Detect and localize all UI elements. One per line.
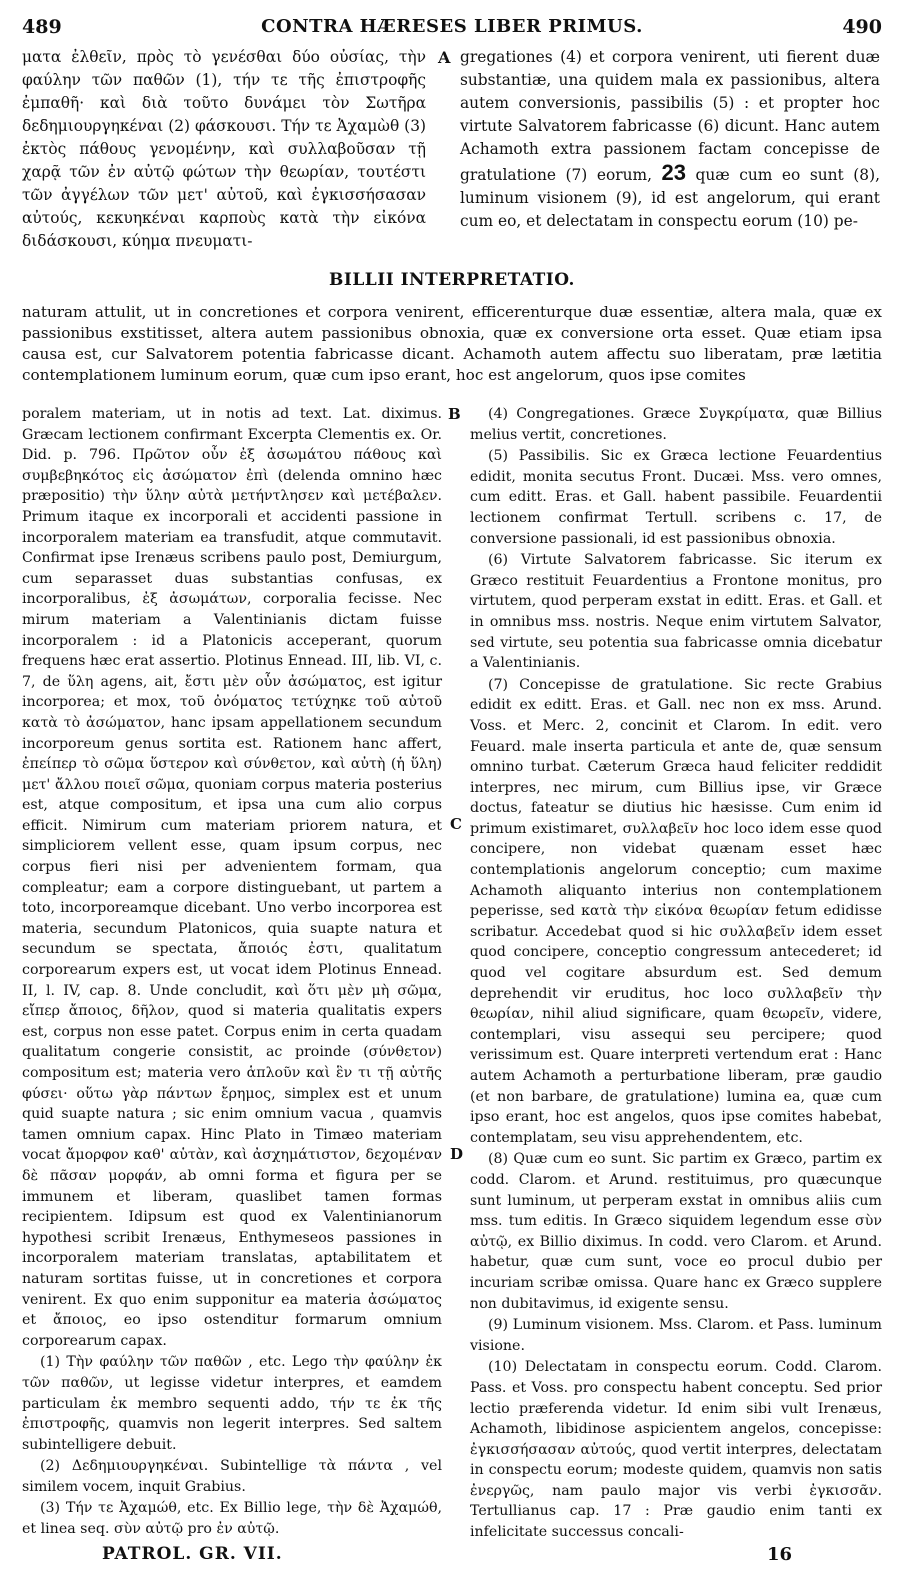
sheet-number: 16 [766, 1544, 792, 1565]
latin-text [460, 46, 880, 233]
latin-text-before: gregationes (4) et corpora venirent, uti fierent duæ substantiæ, una quidem mala ex passionibus, altera autem conversionis, passibilis (5) : et propter hoc virtute Salvatorem fabricasse (6) dicunt. Hanc autem Achamoth extra passionem factam concepisse de gratulatione (7) eorum, [460, 48, 880, 184]
page [22, 14, 882, 1570]
margin-letter-b: B [448, 405, 461, 423]
note-paragraph: (6) Virtute Salvatorem fabricasse. Sic iterum ex Græco restituit Feuardentius a Frontone monitus, pro virtutem, quod perperam exstat in editt. Eras. et Gall. et in omnibus mss. nostris. Neque enim virtutem Salvator, sed virtute, seu potentia sua fabricasse omnia dicebatur a Valentinianis. [470, 552, 882, 672]
note-paragraph: poralem materiam, ut in notis ad text. Lat. diximus. Græcam lectionem confirmant Excerpta Clementis ex. Or. Did. p. 796. Πρῶτον οὖν ἐξ ἀσωμάτου πάθους καὶ συμβεβηκότος εἰς ἀσώματον ἐπὶ (delenda omnino hæc præpositio) τὴν ὕλην αὐτὰ μετήντλησεν καὶ μετέβαλεν. Primum itaque ex incorporali et accidenti passione in incorporalem materiam ea transfudit, atque commutavit. Confirmat ipse Irenæus scribens paulo post, Demiurgum, cum separasset duas substantias confusas, ex incorporalibus, ἐξ ἀσωμάτων, corporalia fecisse. Nec mirum materiam a Valentinianis dictam fuisse incorporalem : id a Platonicis acceperant, quorum frequens hæc erat assertio. Plotinus Ennead. III, lib. VI, c. 7, de ὕλη agens, ait, ἔστι μὲν οὖν ἀσώματος, est igitur incorporea; et mox, τοῦ ὀνόματος τετύχηκε τοῦ αὐτοῦ κατὰ τὸ ἀσώματον, hanc ipsam appellationem secundum incorporeum genus sortita est. Rationem hanc affert, ἐπείπερ τὸ σῶμα ὕστερον καὶ σύνθετον, καὶ αὐτὴ (ἡ ὕλη) μετ' ἄλλου ποιεῖ σῶμα, quoniam corpus materia posterius est, atque compositum, et ipsa una cum alio corpus efficit. Nimirum cum materiam priorem natura, et simpliciorem vellent esse, quam ipsum corpus, nec corpus fieri nisi per advenientem formam, qua compleatur; eam a corpore distinguebant, ut partem a toto, incorporeamque dicebant. Uno verbo incorporea est materia, secundum Platonicos, quia suapte natura et secundum se spectata, ἄποιός ἐστι, qualitatum corporearum expers est, ut vocat idem Plotinus Ennead. II, l. IV, cap. 8. Unde concludit, καὶ ὅτι μὲν μὴ σῶμα, εἴπερ ἄποιος, δῆλον, quod si materia qualitatis expers est, corpus non esse patet. Corpus enim in certa quadam qualitatum congerie consistit, ac proinde (σύνθετον) compositum est; materia vero ἁπλοῦν καὶ ἓν τι τῇ αὐτῆς φύσει· οὕτω γὰρ πάντων ἔρημος, simplex est et unum quid suapte natura ; sic enim omnium vacua , quamvis tamen omnium capax. Hinc Plato in Timæo materiam vocat ἄμορφον καθ' αὑτὰν, καὶ ἀσχημάτιστον, δεχομέναν δὲ πᾶσαν μορφάν, ab omni forma et figura per se immunem et liberam, quaslibet tamen formas recipientem. Idipsum est quod ex Valentinianorum hypothesi scribit Irenæus, Enthymeseos passiones in incorporalem materiam translatas, aptabilitatem et naturam sortitas fuisse, ut in concretiones et corpora venirent. Ex quo enim supponitur ea materia ἀσώματος et ἄποιος, eo ipso ostenditur formarum omnium corporearum capax. [22, 406, 442, 1349]
note-paragraph: (9) Luminum visionem. Mss. Clarom. et Pass. luminum visione. [470, 1317, 882, 1354]
column-number: 23 [661, 160, 686, 185]
notes-right-column [470, 404, 882, 1544]
interpretatio-text: naturam attulit, ut in concretiones et corpora venirent, efficerenturque duæ essentiæ, altera mala, quæ ex passionibus exstitisset, altera autem passionibus obnoxia, quæ ex conversione orta esset. Quæ etiam ipsa causa est, cur Salvatorem potentia fabricasse dicant. Achamoth autem affectu suo liberatam, præ lætitia contemplationem luminum eorum, quæ cum ipso erant, hoc est angelorum, quos ipse comites [22, 303, 882, 384]
note-paragraph: (2) Δεδημιουργηκέναι. Subintellige τὰ πάντα , vel similem vocem, inquit Grabius. [22, 1458, 442, 1495]
note-paragraph: (5) Passibilis. Sic ex Græca lectione Feuardentius edidit, monita secutus Front. Ducæi. Mss. vero omnes, cum editt. Eras. et Gall. habent passibile. Feuardentii lectionem confirmat Tertull. scribens c. 17, de conversione passionali, id est passionibus obnoxia. [470, 448, 882, 547]
greek-column [22, 46, 426, 253]
latin-text-after: quæ cum eo sunt (8), luminum visionem (9), id est angelorum, qui erant cum eo, et delectatam in conspectu eorum (10) pe- [460, 166, 880, 230]
note-paragraph: (8) Quæ cum eo sunt. Sic partim ex Græco, partim ex codd. Clarom. et Arund. restituimus, pro quæcunque sunt luminum, ut perperam exstat in omnibus aliis cum mss. tum editis. In Græco siquidem legendum esse σὺν αὐτῷ, ex Billio diximus. In codd. vero Clarom. et Arund. habetur, quæ cum sunt, voce eo procul dubio per incuriam scribæ omissa. Quare hanc ex Græco supplere non dubitavimus, id exigente sensu. [470, 1151, 882, 1312]
signature-mark: PATROL. GR. VII. [102, 1544, 283, 1564]
page-number-right: 490 [842, 16, 882, 38]
page-footer [22, 1544, 882, 1568]
main-text [22, 46, 882, 256]
note-paragraph: (7) Concepisse de gratulatione. Sic recte Grabius edidit ex editt. Eras. et Gall. nec non ex mss. Arund. Voss. et Merc. 2, concinit et Clarom. In edit. vero Feuard. male inserta particula et ante de, quæ sensum omnino turbat. Cæterum Græca haud feliciter reddidit interpres, nec mirum, cum Billius ipse, vir Græce doctus, fateatur se diutius hic hæsisse. Cum enim id primum existimaret, συλλαβεῖν hoc loco idem esse quod concipere, non videbat quænam esset hæc contemplationis angelorum conceptio; cum maxime Achamoth aliquanto interius non contemplationem peperisse, sed κατὰ τὴν εἰκόνα θεωρίαν fetum edidisse scribatur. Accedebat quod si hic συλλαβεῖν idem esset quod concipere, conceptio congressum antecederet; id quod vel cogitare absurdum est. Sed demum deprehendit vir eruditus, hoc loco συλλαβεῖν τὴν θεωρίαν, nihil aliud significare, quam θεωρεῖν, videre, contemplari, visu assequi seu percipere; quod verissimum est. Quare interpreti vertendum erat : Hanc autem Achamoth a perturbatione liberam, præ gaudio (et non barbare, de gratulatione) lumina ea, quæ cum ipso erant, hoc est angelos, quos ipse comites habebat, contemplatam, seu visu apprehendentem, etc. [470, 676, 882, 1146]
note-paragraph: (10) Delectatam in conspectu eorum. Codd. Clarom. Pass. et Voss. pro conspectu habent conceptu. Sed prior lectio præferenda videtur. Id enim sibi vult Irenæus, Achamoth, libidinose aspicientem angelos, concepisse: ἐγκισσήσασαν αὐτούς, quod vertit interpres, delectatam in conspectu eorum; modeste quidem, quamvis non satis ἐνεργῶς, nam paulo major vis verbi ἐγκισσᾶν. Tertullianus cap. 17 : Præ gaudio enim tanti ex infelicitate successus concali- [470, 1359, 882, 1541]
interpretatio-title: BILLII INTERPRETATIO. [329, 270, 575, 290]
note-paragraph: (3) Τήν τε Ἀχαμώθ, etc. Ex Billio lege, τὴν δὲ Ἀχαμώθ, et linea seq. σὺν αὐτῷ pro ἐν αὐτῷ. [22, 1500, 442, 1538]
latin-column [460, 46, 880, 233]
page-number-left: 489 [22, 16, 62, 38]
notes-left-column [22, 404, 442, 1541]
note-paragraph: (1) Τὴν φαύλην τῶν παθῶν , etc. Lego τὴν φαύλην ἐκ τῶν παθῶν, ut legisse videtur interpres, et eamdem particulam ἐκ membro sequenti addo, τήν τε ἐκ τῆς ἐπιστροφῆς, quamvis non legerit interpres. Sed saltem subintelligere debuit. [22, 1354, 442, 1453]
margin-letter-c: C [450, 815, 462, 833]
note-paragraph: (4) Congregationes. Græce Συγκρίματα, quæ Billius melius vertit, concretiones. [470, 406, 882, 443]
column-marker-a: A [438, 48, 451, 67]
footnotes [22, 404, 882, 1554]
running-header [22, 14, 882, 46]
greek-text: ματα ἐλθεῖν, πρὸς τὸ γενέσθαι δύο οὐσίας, τὴν φαύλην τῶν παθῶν (1), τήν τε τῆς ἐπιστροφῆς ἐμπαθῆ· καὶ διὰ τοῦτο δυνάμει τὸν Σωτῆρα δεδημιουργηκέναι (2) φάσκουσι. Τήν τε Ἀχαμὼθ (3) ἐκτὸς πάθους γενομένην, καὶ συλλαβοῦσαν τῇ χαρᾷ τῶν ἐν αὐτῷ φώτων τὴν θεωρίαν, τουτέστι τῶν ἀγγέλων τῶν μετ' αὐτοῦ, καὶ ἐγκισσήσασαν αὐτούς, κεκυηκέναι καρποὺς κατὰ τὴν εἰκόνα διδάσκουσι, κύημα πνευματι- [22, 48, 426, 250]
running-title: CONTRA HÆRESES LIBER PRIMUS. [261, 16, 643, 37]
margin-letter-d: D [450, 1145, 464, 1163]
